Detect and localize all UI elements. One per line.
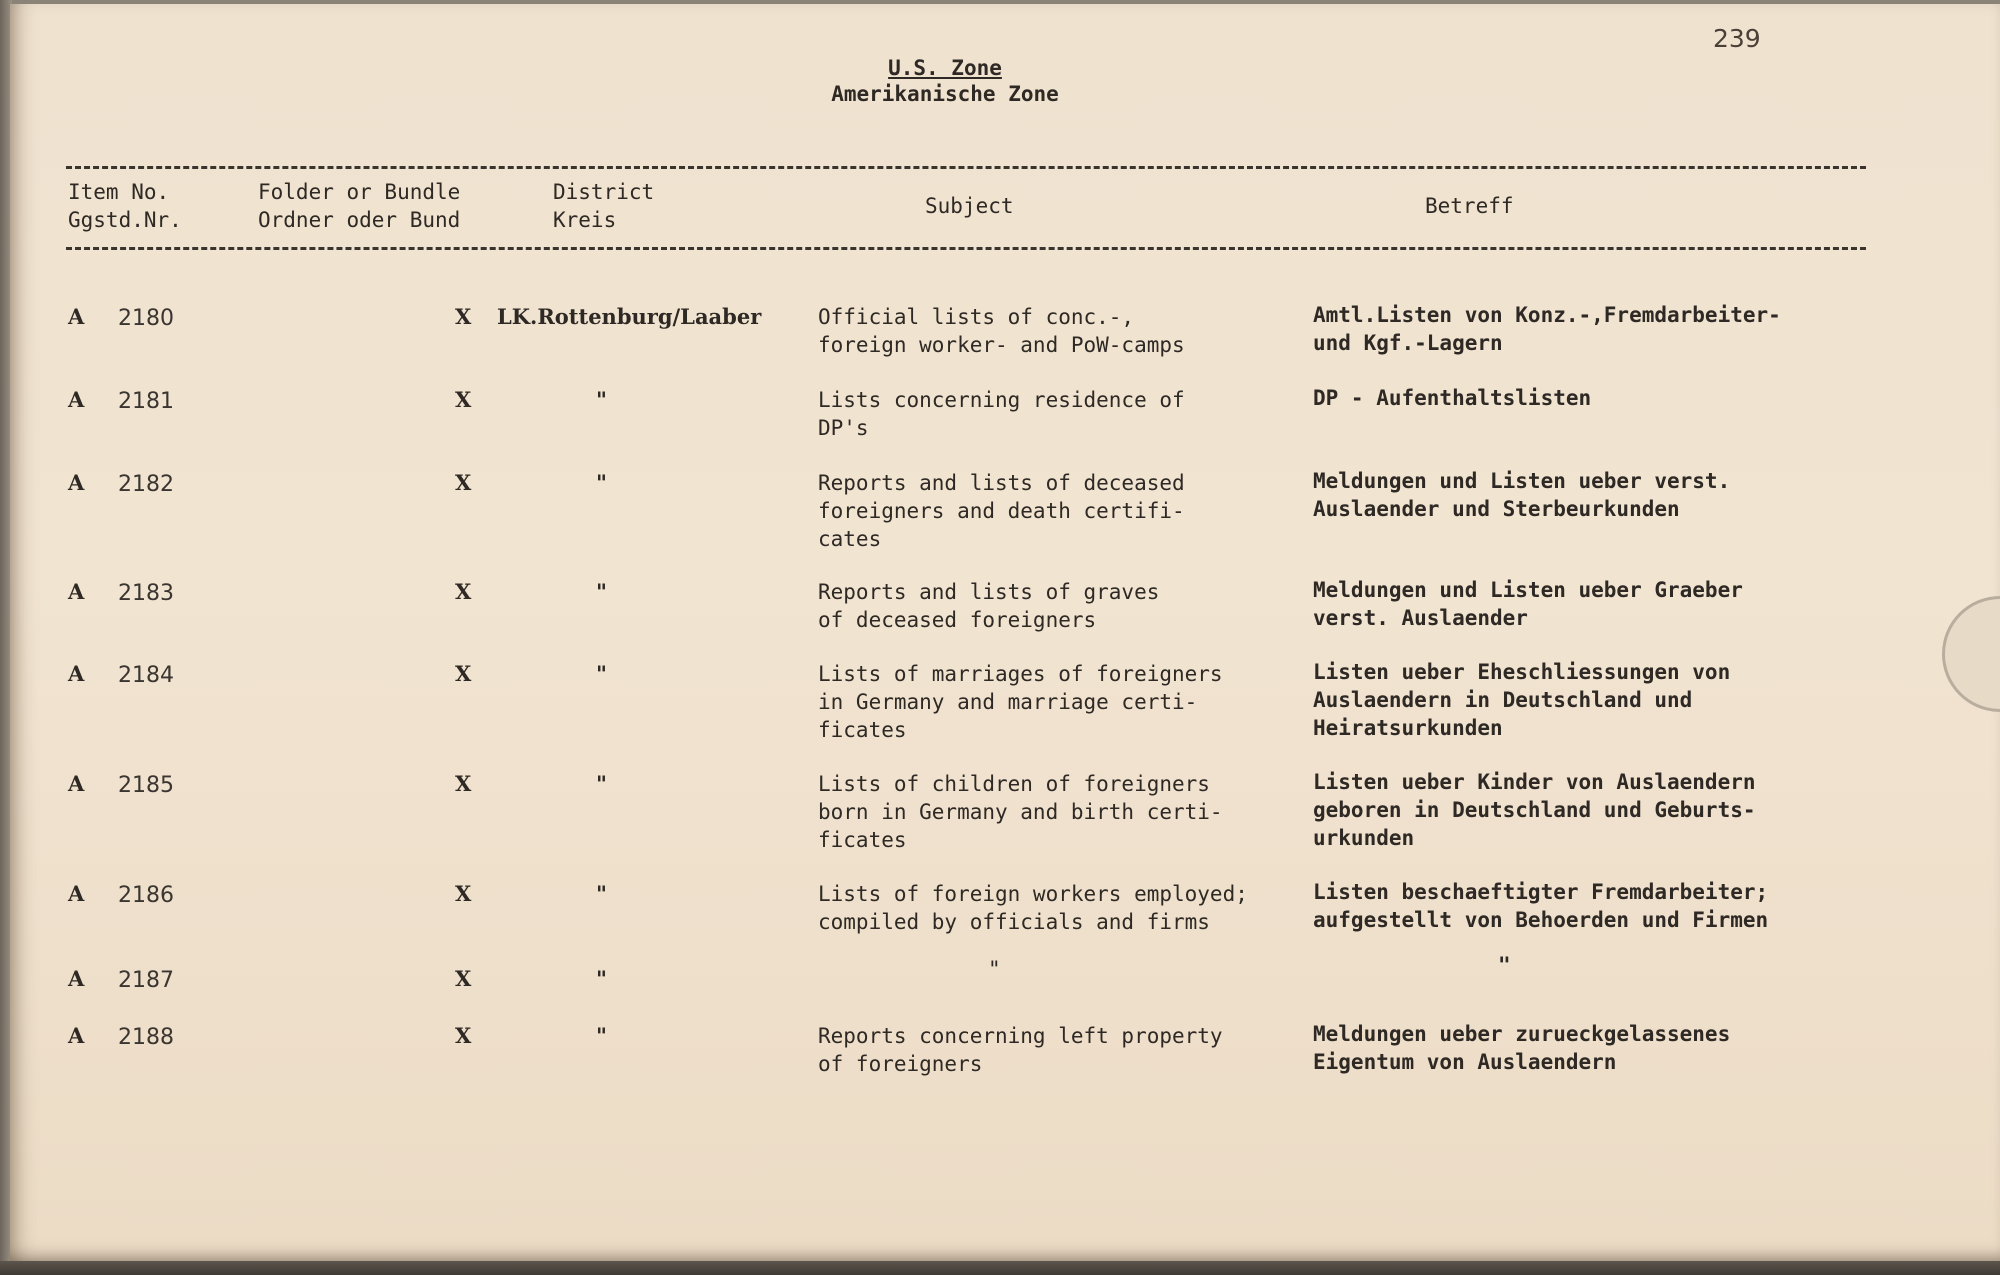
folder-mark: X: [455, 304, 472, 329]
header-rule-bottom: [66, 247, 1866, 250]
folder-mark: X: [455, 1023, 472, 1048]
betreff-line: urkunden: [1313, 826, 1415, 850]
betreff-line: aufgestellt von Behoerden und Firmen: [1313, 908, 1769, 932]
item-prefix: A: [68, 881, 85, 906]
item-number: 2181: [118, 389, 174, 414]
subject-line: Official lists of conc.-,: [818, 305, 1135, 329]
header-betreff: Betreff: [1425, 194, 1514, 218]
subject-line: Lists of marriages of foreigners: [818, 662, 1223, 686]
district-name: ": [596, 1023, 607, 1048]
folder-mark: X: [455, 771, 472, 796]
district-name: ": [596, 470, 607, 495]
item-number: 2184: [118, 663, 174, 688]
folder-mark: X: [455, 387, 472, 412]
betreff-line: Meldungen und Listen ueber Graeber: [1313, 578, 1743, 602]
subject-line: ficates: [818, 828, 907, 852]
item-prefix: A: [68, 771, 85, 796]
page-bottom-edge: [0, 1261, 2000, 1275]
betreff-line: Listen beschaeftigter Fremdarbeiter;: [1313, 880, 1769, 904]
betreff-line: und Kgf.-Lagern: [1313, 331, 1503, 355]
betreff-line: Listen ueber Kinder von Auslaendern: [1313, 770, 1756, 794]
item-prefix: A: [68, 661, 85, 686]
subject-line: Reports and lists of graves: [818, 580, 1160, 604]
subject-line: in Germany and marriage certi-: [818, 690, 1198, 714]
zone-subtitle: Amerikanische Zone: [831, 82, 1059, 106]
subject-line: ficates: [818, 718, 907, 742]
item-number: 2185: [118, 773, 174, 798]
district-name: ": [596, 387, 607, 412]
item-prefix: A: [68, 387, 85, 412]
header-subject: Subject: [925, 194, 1014, 218]
item-prefix: A: [68, 1023, 85, 1048]
subject-line: DP's: [818, 416, 869, 440]
subject-line: Lists of foreign workers employed;: [818, 882, 1248, 906]
item-prefix: A: [68, 966, 85, 991]
index-tab: [1919, 573, 2000, 735]
betreff-line: DP - Aufenthaltslisten: [1313, 386, 1592, 410]
district-name: ": [596, 966, 607, 991]
district-name: LK.Rottenburg/Laaber: [497, 304, 762, 329]
subject-line: born in Germany and birth certi-: [818, 800, 1223, 824]
betreff-line: Meldungen und Listen ueber verst.: [1313, 469, 1731, 493]
item-number: 2180: [118, 306, 174, 331]
header-district-de: Kreis: [553, 208, 617, 232]
betreff-line: Auslaender und Sterbeurkunden: [1313, 497, 1680, 521]
item-number: 2182: [118, 472, 174, 497]
district-name: ": [596, 881, 607, 906]
subject-line: Lists of children of foreigners: [818, 772, 1210, 796]
subject-line: compiled by officials and firms: [818, 910, 1210, 934]
betreff-line: Listen ueber Eheschliessungen von: [1313, 660, 1731, 684]
item-number: 2188: [118, 1025, 174, 1050]
subject-line: Reports concerning left property: [818, 1024, 1223, 1048]
header-item-en: Item No.: [68, 180, 170, 204]
item-prefix: A: [68, 304, 85, 329]
header-item-de: Ggstd.Nr.: [68, 208, 182, 232]
header-folder-de: Ordner oder Bund: [258, 208, 461, 232]
betreff-line: Eigentum von Auslaendern: [1313, 1050, 1617, 1074]
betreff-line: verst. Auslaender: [1313, 606, 1528, 630]
subject-line: of deceased foreigners: [818, 608, 1097, 632]
district-name: ": [596, 661, 607, 686]
item-prefix: A: [68, 579, 85, 604]
district-name: ": [596, 579, 607, 604]
betreff-line: geboren in Deutschland und Geburts-: [1313, 798, 1756, 822]
folder-mark: X: [455, 661, 472, 686]
subject-line: of foreigners: [818, 1052, 983, 1076]
item-number: 2183: [118, 581, 174, 606]
folder-mark: X: [455, 881, 472, 906]
subject-line: ": [988, 957, 1001, 981]
subject-line: cates: [818, 527, 882, 551]
header-folder-en: Folder or Bundle: [258, 180, 461, 204]
folder-mark: X: [455, 966, 472, 991]
item-number: 2187: [118, 968, 174, 993]
betreff-line: ": [1498, 953, 1511, 977]
item-number: 2186: [118, 883, 174, 908]
betreff-line: Meldungen ueber zurueckgelassenes: [1313, 1022, 1731, 1046]
page-number: 239: [1713, 24, 1761, 53]
folder-mark: X: [455, 579, 472, 604]
subject-line: Reports and lists of deceased: [818, 471, 1185, 495]
betreff-line: Heiratsurkunden: [1313, 716, 1503, 740]
betreff-line: Amtl.Listen von Konz.-,Fremdarbeiter-: [1313, 303, 1781, 327]
betreff-line: Auslaendern in Deutschland und: [1313, 688, 1693, 712]
header-rule-top: [66, 166, 1866, 169]
folder-mark: X: [455, 470, 472, 495]
zone-title: U.S. Zone: [888, 56, 1002, 80]
header-district-en: District: [553, 180, 655, 204]
subject-line: foreigners and death certifi-: [818, 499, 1185, 523]
district-name: ": [596, 771, 607, 796]
subject-line: foreign worker- and PoW-camps: [818, 333, 1185, 357]
subject-line: Lists concerning residence of: [818, 388, 1185, 412]
item-prefix: A: [68, 470, 85, 495]
